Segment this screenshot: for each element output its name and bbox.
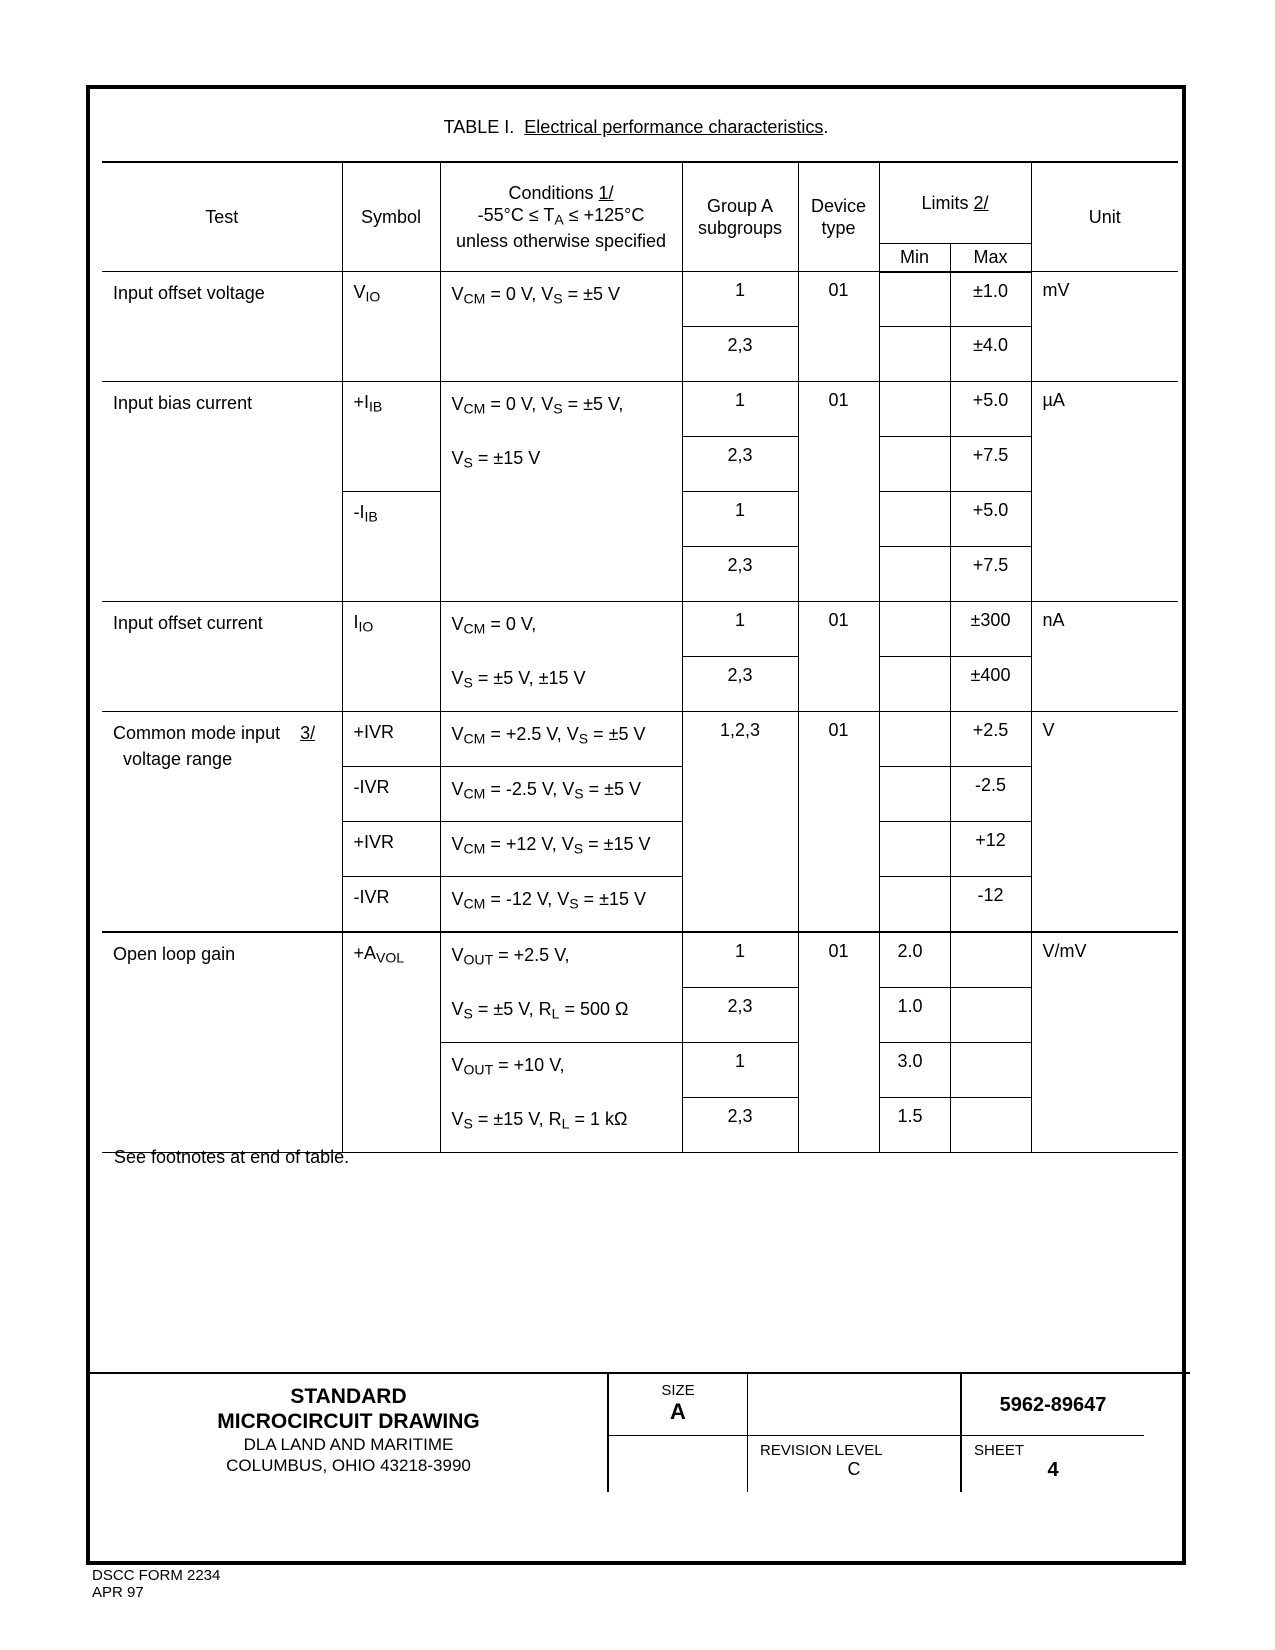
sheet-value: 4 (1047, 1459, 1059, 1481)
electrical-characteristics-table (102, 161, 1178, 1153)
table-row (102, 712, 1178, 767)
symbol: $+I_{IB}$ (342, 382, 440, 492)
drawing-number: 5962-89647 (962, 1374, 1144, 1436)
subgroup: 1 (682, 932, 798, 988)
subgroup: 2,3 (682, 437, 798, 492)
title-standard: STANDARD (290, 1385, 407, 1408)
sheet-cell (962, 1436, 1144, 1492)
form-id (92, 1567, 220, 1601)
limit-max: ±400 (950, 657, 1031, 712)
table-row (102, 382, 1178, 437)
limit-min (879, 547, 950, 602)
limit-max: ±1.0 (950, 272, 1031, 327)
size-value: A (670, 1399, 686, 1424)
limit-max: +5.0 (950, 492, 1031, 547)
title-block (90, 1372, 1190, 1494)
conditions: $V_{CM} = -12$ V, $V_S = \pm 15$ V (440, 877, 682, 933)
unit: nA (1031, 602, 1178, 712)
limit-max (950, 1043, 1031, 1098)
header-conditions: Conditions 1/ $-55^\circ C \le T_A \le +125^\circ C$ unless otherwise specified (440, 162, 682, 272)
title-microcircuit-drawing: MICROCIRCUIT DRAWING (217, 1410, 480, 1433)
subgroup: 1 (682, 1043, 798, 1098)
symbol: +IVR (342, 822, 440, 877)
table-row (102, 272, 1178, 327)
subgroup: 1 (682, 382, 798, 437)
size-label: SIZE (661, 1382, 695, 1399)
blank-cell-lower (609, 1436, 748, 1492)
limit-min (879, 272, 950, 327)
footnote-reference: See footnotes at end of table. (114, 1147, 350, 1167)
symbol: $I_{IO}$ (342, 602, 440, 712)
title-block-agency (90, 1374, 609, 1492)
limit-max (950, 1098, 1031, 1153)
symbol: $+A_{VOL}$ (342, 932, 440, 1153)
subgroup: 2,3 (682, 657, 798, 712)
limit-max (950, 932, 1031, 988)
symbol: -IVR (342, 767, 440, 822)
limit-min (879, 382, 950, 437)
limit-min: 2.0 (879, 932, 950, 988)
limit-max: +5.0 (950, 382, 1031, 437)
symbol: -IVR (342, 877, 440, 933)
subgroup: 2,3 (682, 988, 798, 1043)
symbol: +IVR (342, 712, 440, 767)
test-name: Input offset voltage (102, 272, 342, 382)
header-symbol: Symbol (342, 162, 440, 272)
device-type: 01 (798, 272, 879, 382)
device-type: 01 (798, 602, 879, 712)
unit: V/mV (1031, 932, 1178, 1153)
limit-min (879, 327, 950, 382)
device-type: 01 (798, 382, 879, 602)
conditions: $V_{CM} = +12$ V, $V_S = \pm 15$ V (440, 822, 682, 877)
header-row (102, 162, 1178, 244)
limit-min (879, 712, 950, 767)
device-type: 01 (798, 712, 879, 933)
header-min: Min (879, 244, 950, 272)
header-group-a: Group A subgroups (682, 162, 798, 272)
header-device-type: Device type (798, 162, 879, 272)
drawing-frame (86, 85, 1186, 1565)
revision-label: REVISION LEVEL (760, 1442, 883, 1459)
header-max: Max (950, 244, 1031, 272)
limit-max (950, 988, 1031, 1043)
table-row (102, 932, 1178, 988)
conditions: $V_{CM} = 0$ V, $V_S = \pm 5$ V (440, 272, 682, 382)
conditions: $V_{OUT} = +10$ V, $V_S = \pm 15$ V, $R_L = 1$ kΩ (440, 1043, 682, 1153)
conditions: $V_{CM} = 0$ V, $V_S = \pm 5$ V, ±15 V (440, 602, 682, 712)
unit: µA (1031, 382, 1178, 602)
size-cell (609, 1374, 748, 1436)
limit-max: +12 (950, 822, 1031, 877)
test-name: Input bias current (102, 382, 342, 602)
conditions: $V_{CM} = -2.5$ V, $V_S = \pm 5$ V (440, 767, 682, 822)
limit-min (879, 657, 950, 712)
unit: V (1031, 712, 1178, 933)
limit-max: +7.5 (950, 547, 1031, 602)
conditions: $V_{CM} = 0$ V, $V_S = \pm 5$ V, $V_S = \pm 15$ V (440, 382, 682, 602)
table-title: TABLE I. Electrical performance characteristics. (443, 117, 829, 137)
sheet-label: SHEET (974, 1442, 1025, 1459)
limit-min (879, 877, 950, 933)
header-unit: Unit (1031, 162, 1178, 272)
limit-min (879, 492, 950, 547)
table-title-text: Electrical performance characteristics (524, 117, 824, 137)
device-type: 01 (798, 932, 879, 1153)
test-name: Input offset current (102, 602, 342, 712)
header-limits: Limits 2/ (879, 162, 1031, 244)
unit: mV (1031, 272, 1178, 382)
limit-max: +7.5 (950, 437, 1031, 492)
limit-min (879, 822, 950, 877)
limit-min: 3.0 (879, 1043, 950, 1098)
subgroup: 2,3 (682, 327, 798, 382)
conditions: $V_{OUT} = +2.5$ V, $V_S = \pm 5$ V, $R_L = 500$ Ω (440, 932, 682, 1043)
header-test: Test (102, 162, 342, 272)
subgroup: 2,3 (682, 547, 798, 602)
limit-min: 1.5 (879, 1098, 950, 1153)
limit-max: -12 (950, 877, 1031, 933)
revision-value: C (847, 1459, 861, 1479)
limit-min (879, 602, 950, 657)
limit-max: +2.5 (950, 712, 1031, 767)
form-date: APR 97 (92, 1584, 144, 1601)
subgroup: 1 (682, 602, 798, 657)
limit-max: ±4.0 (950, 327, 1031, 382)
limit-max: ±300 (950, 602, 1031, 657)
symbol: $-I_{IB}$ (342, 492, 440, 602)
conditions: $V_{CM} = +2.5$ V, $V_S = \pm 5$ V (440, 712, 682, 767)
subgroup: 1 (682, 492, 798, 547)
subgroup: 1,2,3 (682, 712, 798, 933)
limit-min (879, 437, 950, 492)
blank-cell (748, 1374, 962, 1436)
limit-min: 1.0 (879, 988, 950, 1043)
table-row (102, 602, 1178, 657)
test-name: Common mode input 3/ voltage range (102, 712, 342, 933)
symbol: $V_{IO}$ (342, 272, 440, 382)
agency-name: DLA LAND AND MARITIME (243, 1435, 454, 1454)
subgroup: 1 (682, 272, 798, 327)
agency-address: COLUMBUS, OHIO 43218-3990 (226, 1456, 471, 1475)
limit-max: -2.5 (950, 767, 1031, 822)
form-number: DSCC FORM 2234 (92, 1567, 221, 1584)
revision-cell (748, 1436, 962, 1492)
limit-min (879, 767, 950, 822)
test-name: Open loop gain (102, 932, 342, 1153)
subgroup: 2,3 (682, 1098, 798, 1153)
